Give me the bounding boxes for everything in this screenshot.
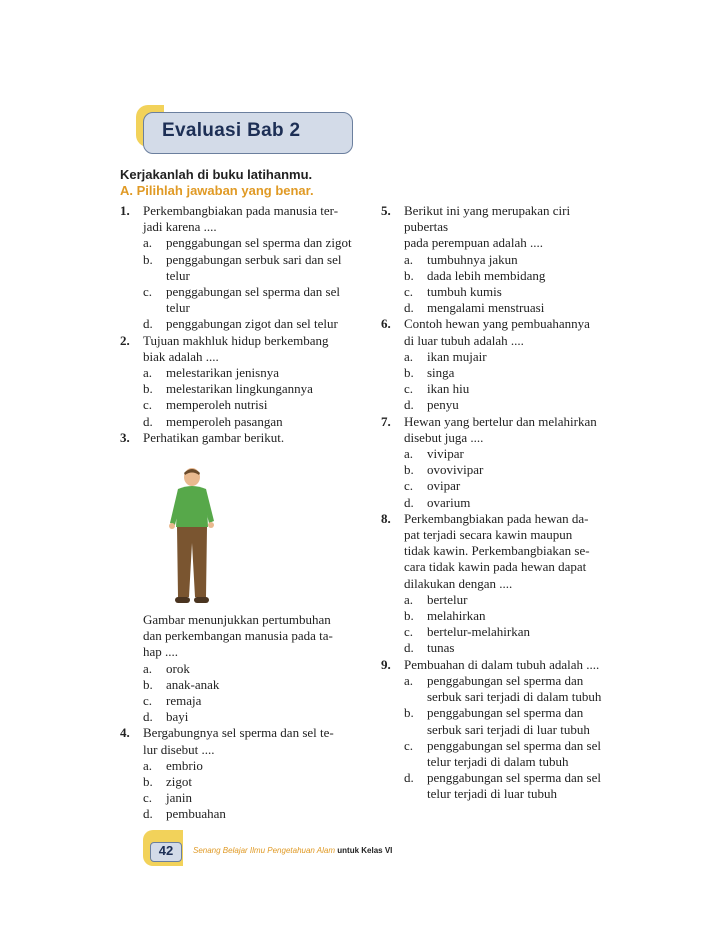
option-text: anak-anak	[166, 676, 220, 692]
answer-option	[143, 365, 366, 381]
answer-option	[404, 446, 613, 462]
option-text: penggabungan sel sperma dan sel telur terjadi di luar tubuh	[427, 770, 602, 802]
answer-option	[404, 738, 613, 770]
instruction-text: Kerjakanlah di buku latihanmu.	[120, 167, 313, 182]
question-text-line: tidak kawin. Perkembangbiakan se-	[404, 543, 590, 559]
book-title: Senang Belajar Ilmu Pengetahuan Alam	[193, 846, 336, 855]
left-column	[120, 203, 366, 446]
answer-option	[404, 349, 613, 365]
option-letter: d.	[143, 806, 153, 822]
option-letter: d.	[404, 770, 414, 786]
answer-option	[143, 284, 366, 316]
answer-option	[143, 252, 366, 284]
option-text: memperoleh nutrisi	[166, 397, 268, 413]
option-text: penggabungan serbuk sari dan sel telur	[166, 251, 342, 283]
question-number: 9.	[381, 656, 391, 672]
answer-option	[143, 414, 366, 430]
option-letter: a.	[143, 235, 153, 251]
option-text: penggabungan sel sperma dan serbuk sari terjadi di dalam tubuh	[427, 672, 602, 705]
answer-option	[143, 693, 366, 709]
option-letter: b.	[143, 676, 153, 692]
option-text: penggabungan sel sperma dan zigot	[166, 235, 352, 251]
option-text: ovipar	[427, 478, 461, 494]
question-text-line: cara tidak kawin pada hewan dapat	[404, 559, 587, 575]
question-3	[120, 430, 366, 446]
question-2	[120, 333, 366, 430]
option-text: ovovivipar	[427, 462, 484, 478]
banner-title: Evaluasi Bab 2	[162, 120, 301, 141]
answer-option	[143, 381, 366, 397]
question-text-line: Pembuahan di dalam tubuh adalah ....	[404, 656, 600, 672]
option-text: ikan hiu	[427, 381, 470, 397]
option-letter: c.	[404, 478, 414, 494]
question-number: 3.	[120, 429, 130, 445]
answer-option	[143, 316, 366, 332]
question-number: 1.	[120, 203, 130, 218]
answer-option	[143, 235, 366, 251]
answer-option	[404, 381, 613, 397]
option-text: tumbuh kumis	[427, 284, 502, 300]
option-letter: c.	[404, 381, 414, 397]
question-text-line: Perkembangbiakan pada hewan da-	[404, 510, 589, 526]
option-letter: d.	[404, 494, 414, 510]
option-text: melestarikan lingkungannya	[166, 381, 313, 397]
question-text-line: pat terjadi secara kawin maupun	[404, 527, 573, 543]
option-text: embrio	[166, 757, 203, 773]
right-column	[381, 203, 613, 803]
option-text: penggabungan sel sperma dan serbuk sari terjadi di luar tubuh	[427, 705, 590, 737]
option-letter: b.	[143, 251, 153, 267]
question-7	[381, 414, 613, 511]
question-text-line: Bergabungnya sel sperma dan sel te-	[143, 725, 334, 741]
answer-option	[404, 673, 613, 705]
question-text-line: Berikut ini yang merupakan ciri pubertas	[404, 203, 571, 235]
option-text: vivipar	[427, 446, 464, 462]
question-text-line: Hewan yang bertelur dan melahirkan	[404, 413, 597, 429]
answer-option	[404, 608, 613, 624]
option-text: pembuahan	[166, 806, 226, 822]
question-5	[381, 203, 613, 316]
option-letter: d.	[404, 300, 414, 316]
question-text-line: Perhatikan gambar berikut.	[143, 429, 285, 445]
answer-option	[404, 705, 613, 737]
answer-option	[404, 640, 613, 656]
option-text: bertelur-melahirkan	[427, 624, 530, 640]
question-number: 8.	[381, 510, 391, 526]
option-text: melahirkan	[427, 608, 486, 624]
question-9	[381, 657, 613, 803]
option-letter: b.	[143, 381, 153, 397]
question-text-line: dan perkembangan manusia pada ta-	[143, 628, 333, 644]
option-text: singa	[427, 365, 455, 381]
answer-option	[404, 478, 613, 494]
option-letter: b.	[404, 267, 414, 283]
question-3-continuation	[120, 612, 366, 725]
boy-illustration	[162, 465, 222, 612]
option-letter: a.	[143, 660, 153, 676]
question-text-line: di luar tubuh adalah ....	[404, 332, 524, 348]
answer-option	[404, 592, 613, 608]
question-number: 5.	[381, 203, 391, 218]
question-number: 7.	[381, 413, 391, 429]
question-text-line: Perkembangbiakan pada manusia ter-	[143, 203, 339, 218]
option-letter: d.	[143, 709, 153, 725]
answer-option	[404, 397, 613, 413]
option-letter: a.	[404, 348, 414, 364]
question-1	[120, 203, 366, 333]
answer-option	[404, 624, 613, 640]
question-text-line: dilakukan dengan ....	[404, 575, 513, 591]
option-letter: c.	[404, 624, 414, 640]
question-text-line: hap ....	[143, 644, 179, 660]
option-text: penggabungan sel sperma dan sel telur terjadi di dalam tubuh	[427, 737, 602, 769]
option-letter: a.	[143, 365, 153, 381]
answer-option	[404, 365, 613, 381]
question-6	[381, 316, 613, 413]
option-letter: a.	[404, 251, 414, 267]
option-letter: c.	[404, 737, 414, 753]
answer-option	[404, 252, 613, 268]
answer-option	[143, 709, 366, 725]
answer-option	[143, 790, 366, 806]
question-text-line: pada perempuan adalah ....	[404, 235, 543, 251]
option-text: zigot	[166, 774, 192, 790]
option-letter: a.	[404, 591, 414, 607]
question-text-line: jadi karena ....	[143, 219, 217, 235]
question-text-line: lur disebut ....	[143, 741, 215, 757]
question-number: 4.	[120, 725, 130, 741]
option-text: penyu	[427, 397, 459, 413]
option-text: ikan mujair	[427, 348, 487, 364]
option-letter: d.	[404, 397, 414, 413]
section-heading: A. Pilihlah jawaban yang benar.	[120, 183, 314, 198]
question-8	[381, 511, 613, 657]
answer-option	[143, 774, 366, 790]
question-text-line: disebut juga ....	[404, 429, 484, 445]
option-text: tunas	[427, 640, 455, 656]
option-text: dada lebih membidang	[427, 267, 546, 283]
option-text: penggabungan sel sperma dan sel telur	[166, 284, 341, 316]
answer-option	[143, 806, 366, 822]
answer-option	[143, 758, 366, 774]
question-text-line: Tujuan makhluk hidup berkembang	[143, 332, 329, 348]
question-number: 2.	[120, 332, 130, 348]
question-number: 6.	[381, 316, 391, 332]
option-letter: b.	[404, 608, 414, 624]
answer-option	[404, 284, 613, 300]
option-text: tumbuhnya jakun	[427, 251, 518, 267]
option-letter: b.	[404, 705, 414, 721]
option-letter: b.	[404, 365, 414, 381]
class-label: untuk Kelas VI	[337, 846, 393, 855]
option-text: penggabungan zigot dan sel telur	[166, 316, 338, 332]
option-letter: b.	[143, 774, 153, 790]
option-letter: d.	[143, 316, 153, 332]
answer-option	[404, 268, 613, 284]
page-number: 42	[158, 843, 174, 858]
answer-option	[143, 677, 366, 693]
option-text: orok	[166, 660, 190, 676]
answer-option	[404, 462, 613, 478]
option-letter: a.	[404, 446, 414, 462]
option-text: memperoleh pasangan	[166, 413, 283, 429]
option-letter: d.	[143, 413, 153, 429]
option-text: bayi	[166, 709, 189, 725]
option-text: melestarikan jenisnya	[166, 365, 279, 381]
footer-book-title	[193, 846, 392, 855]
question-text-line: Contoh hewan yang pembuahannya	[404, 316, 590, 332]
answer-option	[404, 770, 613, 802]
option-letter: d.	[404, 640, 414, 656]
option-letter: a.	[404, 672, 414, 688]
option-letter: c.	[143, 284, 153, 300]
option-text: bertelur	[427, 591, 468, 607]
left-column-continued	[120, 612, 366, 823]
answer-option	[143, 661, 366, 677]
option-letter: b.	[404, 462, 414, 478]
option-letter: c.	[143, 693, 153, 709]
answer-option	[404, 495, 613, 511]
answer-option	[143, 397, 366, 413]
question-text-line: Gambar menunjukkan pertumbuhan	[143, 612, 331, 627]
option-letter: a.	[143, 757, 153, 773]
question-4	[120, 725, 366, 822]
question-text-line: biak adalah ....	[143, 348, 219, 364]
option-letter: c.	[143, 790, 153, 806]
option-letter: c.	[404, 284, 414, 300]
option-text: janin	[166, 790, 192, 806]
option-text: remaja	[166, 693, 202, 709]
option-text: ovarium	[427, 494, 471, 510]
answer-option	[404, 300, 613, 316]
option-letter: c.	[143, 397, 153, 413]
option-text: mengalami menstruasi	[427, 300, 545, 316]
